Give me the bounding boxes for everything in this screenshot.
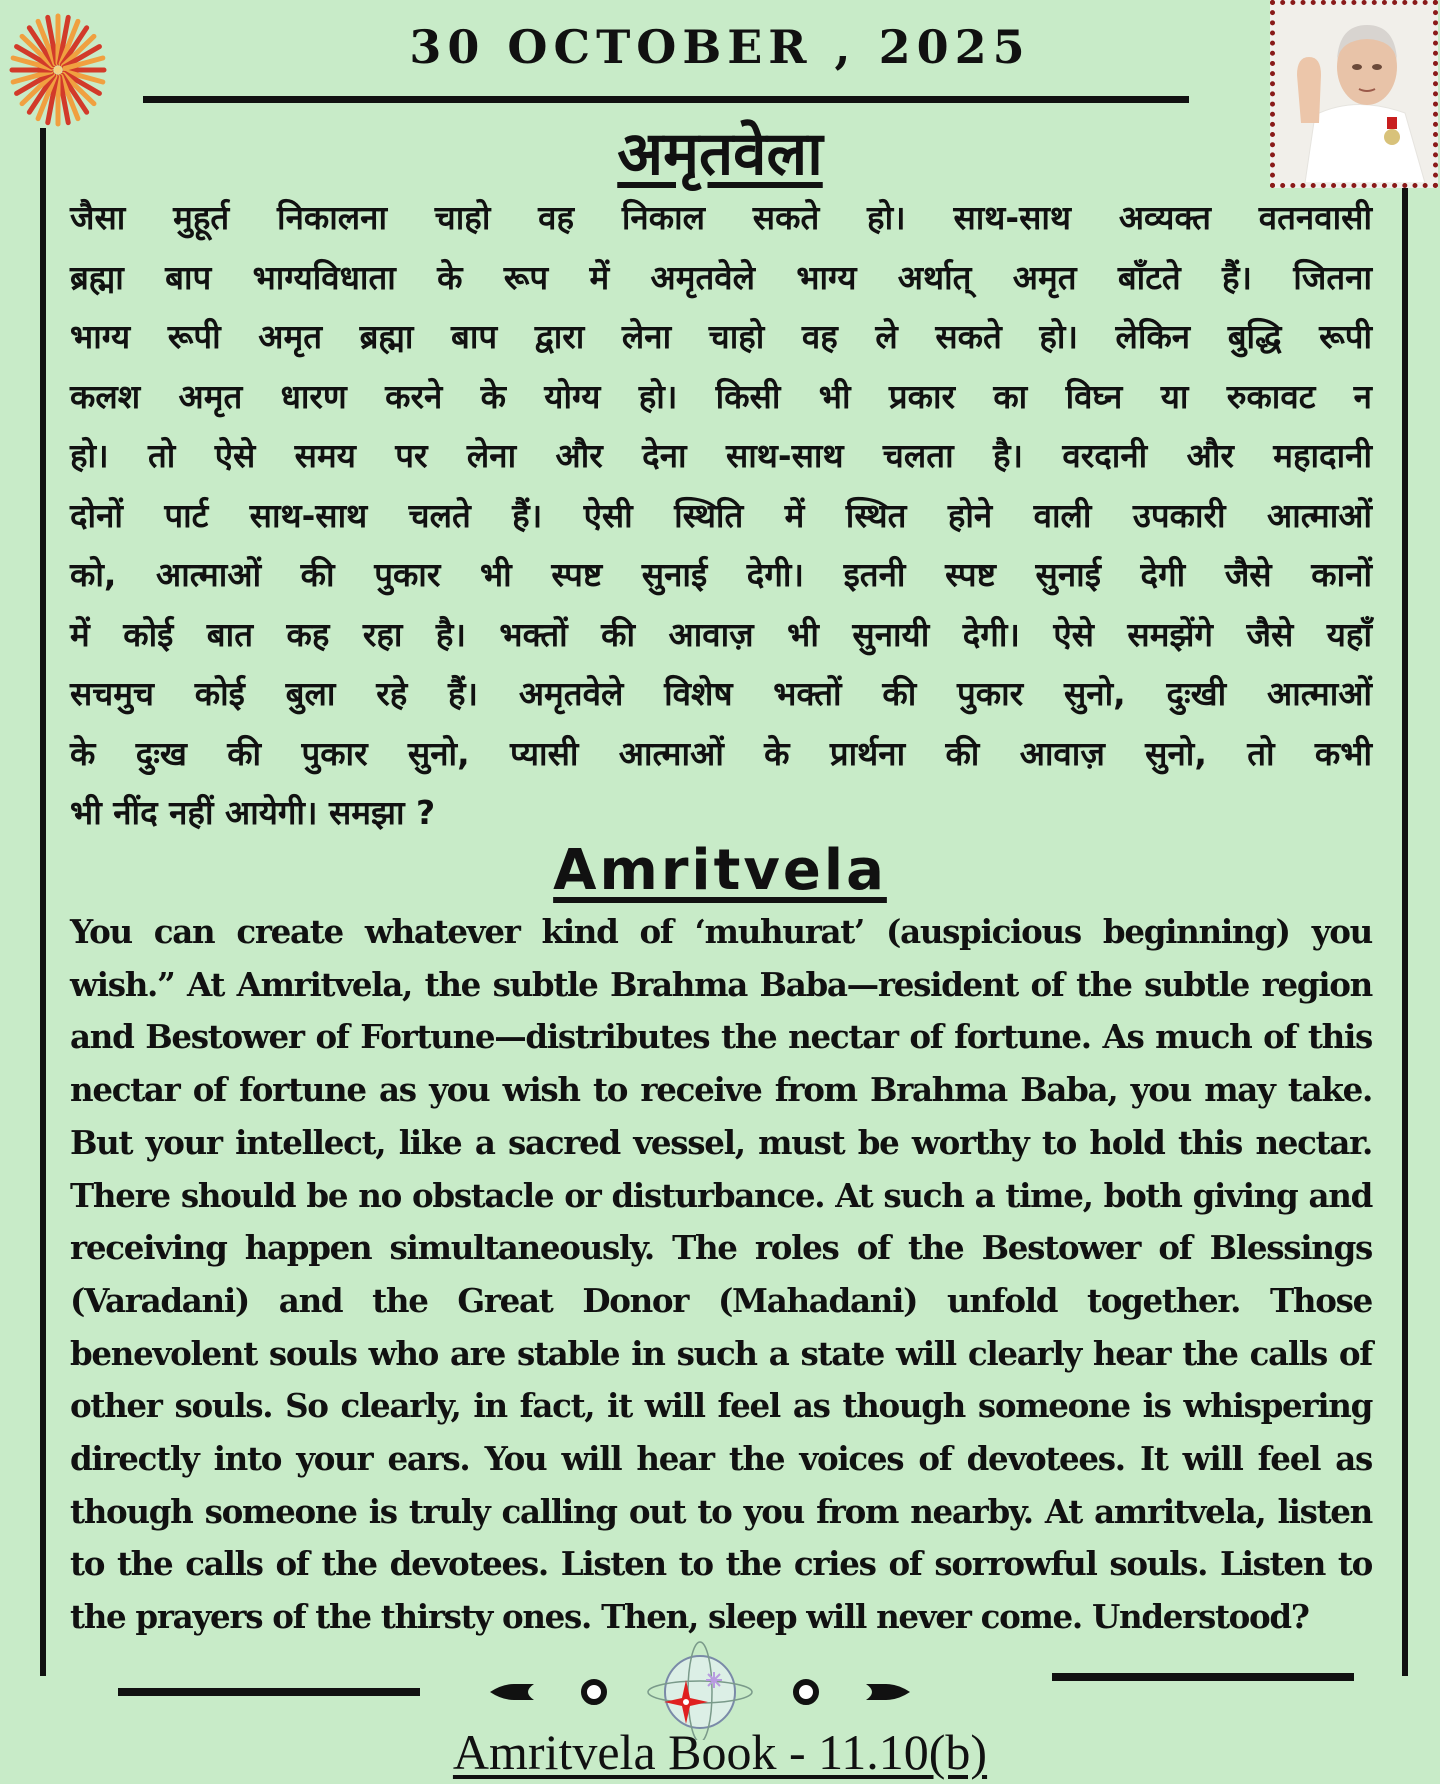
frame-right-border — [1402, 188, 1408, 1676]
english-paragraph — [70, 906, 1372, 1644]
hindi-title-text: अमृतवेला — [617, 119, 823, 189]
ring-right-icon — [796, 1682, 816, 1702]
hindi-line: सचमुच कोई बुला रहे हैं। अमृतवेले विशेष भक्तों की पुकार सुनो, दुःखी आत्माओं — [70, 674, 1372, 713]
english-line: to the calls of the devotees. Listen to the cries of sorrowful souls. Listen to — [70, 1544, 1372, 1584]
date-heading: 30 OCTOBER , 2025 — [409, 20, 1031, 74]
english-line: other souls. So clearly, in fact, it will feel as though someone is whispering — [70, 1386, 1372, 1426]
english-line: receiving happen simultaneously. The roles of the Bestower of Blessings — [70, 1228, 1372, 1268]
footer-caption — [0, 1722, 1440, 1782]
english-line: the prayers of the thirsty ones. Then, sleep will never come. Understood? — [70, 1597, 1309, 1637]
hindi-line: दोनों पार्ट साथ-साथ चलते हैं। ऐसी स्थिति में स्थित होने वाली उपकारी आत्माओं — [70, 495, 1372, 535]
hindi-line: जैसा मुहूर्त निकालना चाहो वह निकाल सकते हो। साथ-साथ अव्यक्त वतनवासी — [70, 198, 1372, 237]
hindi-paragraph — [70, 188, 1372, 843]
english-title — [0, 836, 1440, 906]
diamond-left-icon — [490, 1684, 534, 1700]
english-line: You can create whatever kind of ‘muhurat’ (auspicious beginning) you — [70, 912, 1372, 951]
hindi-line: को, आत्माओं की पुकार भी स्पष्ट सुनाई देगी। इतनी स्पष्ट सुनाई देगी जैसे कानों — [70, 555, 1372, 594]
footer-rule-right — [1052, 1673, 1354, 1681]
english-line: (Varadani) and the Great Donor (Mahadani) unfold together. Those — [70, 1280, 1372, 1320]
ring-left-icon — [584, 1682, 604, 1702]
hindi-line: ब्रह्मा बाप भाग्यविधाता के रूप में अमृतवेले भाग्य अर्थात् अमृत बाँटते हैं। जितना — [70, 257, 1372, 297]
english-line: There should be no obstacle or disturbance. At such a time, both giving and — [70, 1175, 1372, 1215]
footer-caption-text: Amritvela Book - 11.10(b) — [452, 1724, 988, 1780]
english-line: But your intellect, like a sacred vessel, must be worthy to hold this nectar. — [70, 1122, 1372, 1162]
hindi-line: भाग्य रूपी अमृत ब्रह्मा बाप द्वारा लेना चाहो वह ले सकते हो। लेकिन बुद्धि रूपी — [70, 317, 1372, 356]
hindi-line: में कोई बात कह रहा है। भक्तों की आवाज़ भी सुनायी देगी। ऐसे समझेंगे जैसे यहाँ — [70, 614, 1372, 654]
hindi-line: हो। तो ऐसे समय पर लेना और देना साथ-साथ चलता है। वरदानी और महादानी — [70, 436, 1372, 475]
english-line: nectar of fortune as you wish to receive from Brahma Baba, you may take. — [70, 1070, 1372, 1110]
english-line: though someone is truly calling out to you from nearby. At amritvela, listen — [70, 1491, 1372, 1531]
diamond-right-icon — [866, 1684, 910, 1700]
hindi-line: भी नींद नहीं आयेगी। समझा ? — [70, 793, 436, 832]
english-line: and Bestower of Fortune—distributes the nectar of fortune. As much of this — [70, 1017, 1372, 1057]
english-line: directly into your ears. You will hear the voices of devotees. It will feel as — [70, 1439, 1372, 1479]
english-title-text: Amritvela — [553, 838, 887, 903]
hindi-line: कलश अमृत धारण करने के योग्य हो। किसी भी प्रकार का विघ्न या रुकावट न — [70, 376, 1372, 416]
english-line: wish.” At Amritvela, the subtle Brahma Baba—resident of the subtle region — [70, 964, 1372, 1004]
hindi-line: के दुःख की पुकार सुनो, प्यासी आत्माओं के प्रार्थना की आवाज़ सुनो, तो कभी — [70, 733, 1372, 773]
footer-rule-left — [118, 1688, 420, 1696]
hindi-title — [0, 112, 1440, 196]
date-underline-rule — [143, 96, 1189, 103]
english-line: benevolent souls who are stable in such a state will clearly hear the calls of — [70, 1333, 1372, 1373]
